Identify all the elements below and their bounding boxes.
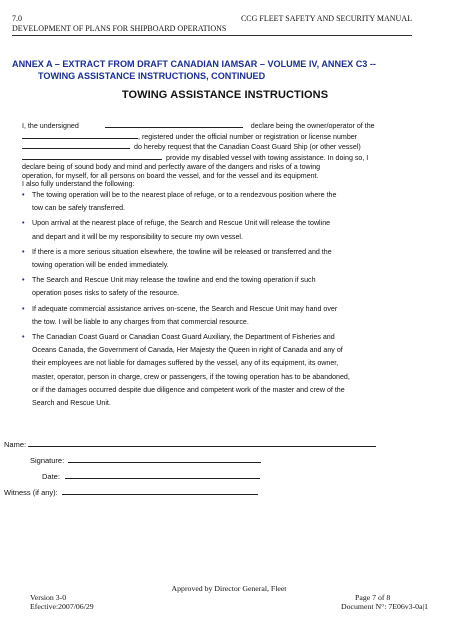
declaration-line-3 [22,141,432,152]
list-item [22,217,432,243]
bullet-icon: • [22,247,25,256]
signature-row [4,452,444,468]
list-item-line: Upon arrival at the nearest place of refuge, the Search and Rescue Unit will release the towline [32,219,331,228]
list-item [22,189,432,215]
witness-label: Witness (if any): [4,488,58,497]
owner-name-field[interactable] [105,120,243,128]
list-item-line: master, operator, person in charge, crew or passengers, if the towing operation has to be abandoned, [32,372,350,381]
list-item-line: If there is a more serious situation elsewhere, the towline will be released or transferred and the [32,247,332,256]
date-row [4,468,444,484]
footer-right [341,593,428,611]
annex-heading-line-2: TOWING ASSISTANCE INSTRUCTIONS, CONTINUED [38,71,266,81]
date-field[interactable] [65,468,260,479]
list-item [22,274,432,300]
annex-heading [12,58,436,82]
bullet-icon: • [22,333,25,342]
declaration-text: I, the undersigned [22,122,79,130]
witness-field[interactable] [62,484,258,495]
declaration-text: do hereby request that the Canadian Coast Guard Ship (or other vessel) [134,143,361,152]
declaration-text: declare being the owner/operator of the [250,122,375,130]
conditions-list [22,189,432,410]
list-item-line: and depart and it will be my responsibility to secure my own vessel. [32,232,243,241]
witness-row [4,484,444,500]
bullet-icon: • [22,304,25,313]
chapter-title: DEVELOPMENT OF PLANS FOR SHIPBOARD OPERATIONS [12,24,227,33]
list-item-line: towing operation will be ended immediately. [32,261,169,270]
bullet-icon: • [22,191,25,199]
list-item-line: their employees are not liable for damages suffered by the vessel, any of its equipment, its owner, [32,359,339,368]
declaration-line-7: I also fully understand the following: [22,180,135,189]
bullet-icon: • [22,276,25,285]
list-item-line: or if the damages occurred despite due diligence and competent work of the master and crew of the [32,385,345,394]
name-field[interactable] [28,436,376,447]
header-rule [12,35,412,36]
list-item-line: tow can be safely transferred. [32,204,126,213]
date-label: Date: [42,472,60,481]
section-number: 7.0 [12,14,22,23]
declaration-line-6: operation, for myself, for all persons on board the vessel, and for the vessel and its equipment. [22,171,319,180]
declaration-line-5: declare being of sound body and mind and perfectly aware of the dangers and risks of a towing [22,162,321,171]
declaration [22,120,432,189]
list-item-line: operation poses risks to safety of the resource. [32,289,180,298]
name-row [4,436,444,452]
list-item-line: The towing operation will be to the nearest place of refuge, or to a rendezvous position where the [32,191,337,199]
page-number: Page 7 of 8 [355,593,391,602]
list-item-line: Search and Rescue Unit. [32,399,111,408]
document-number: Document N°: 7E06v3-0a|1 [341,602,428,611]
declaration-text: , registered under the official number or registration or license number [138,132,358,141]
name-label: Name: [4,440,27,449]
declaration-line-2 [22,131,432,142]
page-header [12,14,412,34]
declaration-line-4 [22,152,432,163]
vessel-name-field[interactable] [22,131,138,139]
signature-field[interactable] [68,452,261,463]
manual-title: CCG FLEET SAFETY AND SECURITY MANUAL [240,14,412,23]
list-item-line: If adequate commercial assistance arrives on-scene, the Search and Rescue Unit may hand over [32,304,338,313]
approval-note: Approved by Director General, Fleet [171,584,287,593]
bullet-icon: • [22,219,25,228]
page-title: TOWING ASSISTANCE INSTRUCTIONS [121,89,329,101]
list-item-line: The Search and Rescue Unit may release the towline and end the towing operation if such [32,276,316,285]
list-item-line: The Canadian Coast Guard or Canadian Coast Guard Auxiliary, the Department of Fisheries and [32,333,335,342]
list-item [22,303,432,329]
footer-left [30,593,94,611]
annex-heading-line-1: ANNEX A – EXTRACT FROM DRAFT CANADIAN IAMSAR – VOLUME IV, ANNEX C3 -- [12,59,376,69]
declaration-text: provide my disabled vessel with towing assistance. In doing so, I [166,154,369,163]
registration-number-field[interactable] [22,141,130,149]
signature-label: Signature: [30,456,65,465]
version-label: Version 3-0 [30,593,67,602]
signature-block [4,436,444,500]
list-item-line: Oceans Canada, the Government of Canada, Her Majesty the Queen in right of Canada and any of [32,346,343,355]
list-item [22,331,432,410]
assisting-vessel-field[interactable] [22,152,162,160]
effective-date: Efective:2007/06/29 [30,602,94,611]
list-item [22,246,432,272]
declaration-line-1 [22,120,432,131]
list-item-line: the tow. I will be liable to any charges from that commercial resource. [32,317,249,326]
